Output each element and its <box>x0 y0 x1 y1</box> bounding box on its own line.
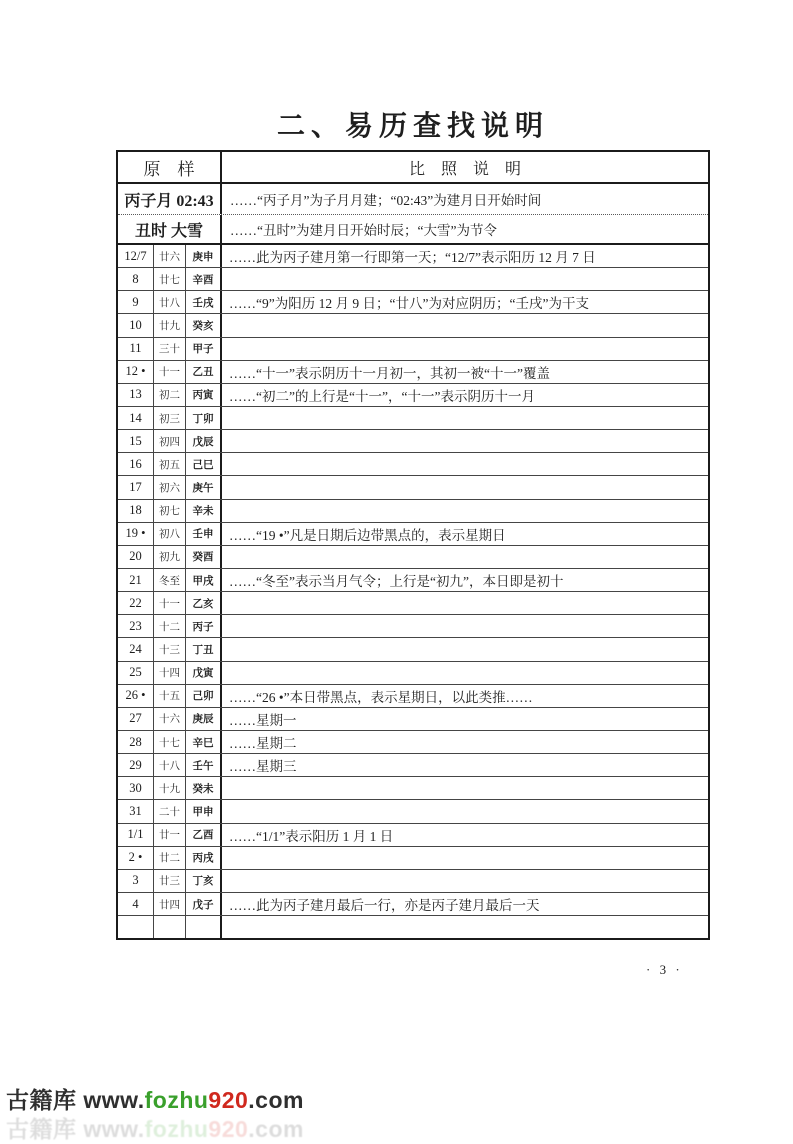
note-cell: ……“9”为阳历 12 月 9 日；“廿八”为对应阴历；“壬戌”为干支 <box>229 296 589 312</box>
header-comparison-notes: 比 照 说 明 <box>408 160 521 178</box>
lunar-date-cell: 三十 <box>154 338 186 360</box>
note-cell <box>222 662 708 684</box>
note-cell: ……“丙子月”为子月月建；“02:43”为建月日开始时间 <box>230 193 542 208</box>
note-cell: ……“冬至”表示当月气令；上行是“初九”，本日即是初十 <box>229 574 564 590</box>
lunar-date-cell: 初四 <box>154 430 186 452</box>
table-row <box>118 708 708 731</box>
solar-date-cell: 15 <box>118 430 154 452</box>
solar-date-cell: 10 <box>118 314 154 336</box>
solar-date-cell: 11 <box>118 338 154 360</box>
note-cell <box>222 847 708 869</box>
intro-rows <box>118 184 708 245</box>
lunar-date-cell: 十七 <box>154 731 186 753</box>
table-row <box>118 314 708 337</box>
lunar-date-cell: 初六 <box>154 476 186 498</box>
table-row <box>118 592 708 615</box>
watermark-url-www: www. <box>76 1087 145 1113</box>
ganzhi-cell: 庚辰 <box>186 708 222 730</box>
table-row <box>118 847 708 870</box>
lunar-date-cell: 十三 <box>154 638 186 660</box>
solar-date-cell: 16 <box>118 453 154 475</box>
lunar-date-cell: 十二 <box>154 615 186 637</box>
ganzhi-cell: 辛酉 <box>186 268 222 290</box>
ganzhi-cell: 戊子 <box>186 893 222 915</box>
solar-date-cell: 14 <box>118 407 154 429</box>
solar-date-cell <box>118 916 154 938</box>
ganzhi-cell: 壬午 <box>186 754 222 776</box>
note-cell <box>222 546 708 568</box>
table-row <box>118 338 708 361</box>
watermark-url-920: 920 <box>208 1116 249 1142</box>
ganzhi-cell: 辛未 <box>186 500 222 522</box>
table-row <box>118 245 708 268</box>
lunar-date-cell: 初五 <box>154 453 186 475</box>
ganzhi-cell: 壬戌 <box>186 291 222 313</box>
solar-date-cell: 28 <box>118 731 154 753</box>
note-cell <box>222 870 708 892</box>
solar-date-cell: 26 • <box>118 685 154 707</box>
note-cell <box>222 314 708 336</box>
table-row <box>118 731 708 754</box>
ganzhi-cell <box>186 916 222 938</box>
solar-date-cell: 30 <box>118 777 154 799</box>
table-row <box>118 916 708 938</box>
table-row <box>118 407 708 430</box>
solar-date-cell: 20 <box>118 546 154 568</box>
note-cell: ……“19 •”凡是日期后边带黑点的，表示星期日 <box>229 527 506 543</box>
note-cell: ……“初二”的上行是“十一”，“十一”表示阴历十一月 <box>229 388 535 404</box>
watermark-url-com: .com <box>248 1087 304 1113</box>
solar-date-cell: 21 <box>118 569 154 591</box>
watermark-site-name: 古籍库 <box>6 1116 77 1142</box>
solar-date-cell: 17 <box>118 476 154 498</box>
table-row <box>118 523 708 546</box>
table-row <box>118 800 708 823</box>
lunar-date-cell: 十一 <box>154 592 186 614</box>
solar-date-cell: 8 <box>118 268 154 290</box>
ganzhi-cell: 甲申 <box>186 800 222 822</box>
watermark-url-com: .com <box>248 1116 304 1142</box>
lunar-date-cell: 初三 <box>154 407 186 429</box>
lunar-date-cell: 初七 <box>154 500 186 522</box>
watermark-url-fozhu: fozhu <box>144 1116 209 1142</box>
solar-date-cell: 2 • <box>118 847 154 869</box>
table-row <box>118 824 708 847</box>
lunar-date-cell: 十四 <box>154 662 186 684</box>
table-row <box>118 777 708 800</box>
watermark-ghost <box>6 1111 304 1144</box>
ganzhi-cell: 壬申 <box>186 523 222 545</box>
ganzhi-cell: 癸未 <box>186 777 222 799</box>
solar-date-cell: 19 • <box>118 523 154 545</box>
lunar-date-cell: 十六 <box>154 708 186 730</box>
intro-row <box>118 184 708 215</box>
ganzhi-cell: 癸亥 <box>186 314 222 336</box>
page-title: 二、易历查找说明 <box>276 111 549 142</box>
note-cell <box>222 638 708 660</box>
ganzhi-cell: 己巳 <box>186 453 222 475</box>
lunar-date-cell: 二十 <box>154 800 186 822</box>
solar-date-cell: 18 <box>118 500 154 522</box>
lunar-date-cell: 十一 <box>154 361 186 383</box>
note-cell <box>222 615 708 637</box>
lunar-date-cell: 十五 <box>154 685 186 707</box>
ganzhi-cell: 甲戌 <box>186 569 222 591</box>
lunar-date-cell: 廿八 <box>154 291 186 313</box>
note-cell: ……星期三 <box>229 759 297 775</box>
table-row <box>118 453 708 476</box>
table-row <box>118 291 708 314</box>
ganzhi-cell: 丙子 <box>186 615 222 637</box>
watermark-site-name: 古籍库 <box>6 1087 77 1113</box>
solar-date-cell: 1/1 <box>118 824 154 846</box>
ganzhi-cell: 己卯 <box>186 685 222 707</box>
lookup-table <box>116 150 710 940</box>
note-cell <box>222 592 708 614</box>
solar-date-cell: 13 <box>118 384 154 406</box>
solar-date-cell: 3 <box>118 870 154 892</box>
ganzhi-cell: 戊寅 <box>186 662 222 684</box>
solar-date-cell: 24 <box>118 638 154 660</box>
note-cell <box>222 268 708 290</box>
day-rows <box>118 245 708 938</box>
table-row <box>118 500 708 523</box>
table-row <box>118 430 708 453</box>
solar-date-cell: 9 <box>118 291 154 313</box>
solar-date-cell: 25 <box>118 662 154 684</box>
sample-cell: 丙子月 02:43 <box>118 184 222 214</box>
lunar-date-cell: 初二 <box>154 384 186 406</box>
table-row <box>118 476 708 499</box>
solar-date-cell: 12 • <box>118 361 154 383</box>
table-row <box>118 546 708 569</box>
note-cell <box>222 916 708 938</box>
lunar-date-cell: 初八 <box>154 523 186 545</box>
table-row <box>118 662 708 685</box>
note-cell: ……星期一 <box>229 712 297 728</box>
note-cell: ……“十一”表示阴历十一月初一，其初一被“十一”覆盖 <box>229 365 550 381</box>
note-cell: ……“丑时”为建月日开始时辰；“大雪”为节令 <box>230 223 497 238</box>
note-cell <box>222 777 708 799</box>
table-row <box>118 384 708 407</box>
note-cell <box>222 800 708 822</box>
lunar-date-cell: 廿三 <box>154 870 186 892</box>
lunar-date-cell: 十八 <box>154 754 186 776</box>
note-cell <box>222 453 708 475</box>
lunar-date-cell: 初九 <box>154 546 186 568</box>
note-cell: ……“1/1”表示阳历 1 月 1 日 <box>229 828 394 844</box>
ganzhi-cell: 丁丑 <box>186 638 222 660</box>
header-original-sample: 原 样 <box>118 152 222 182</box>
table-row <box>118 870 708 893</box>
note-cell: ……此为丙子建月最后一行，亦是丙子建月最后一天 <box>229 898 540 913</box>
intro-row <box>118 215 708 245</box>
ganzhi-cell: 乙亥 <box>186 592 222 614</box>
table-row <box>118 615 708 638</box>
ganzhi-cell: 乙丑 <box>186 361 222 383</box>
table-row <box>118 569 708 592</box>
table-row <box>118 893 708 916</box>
note-cell <box>222 338 708 360</box>
lunar-date-cell: 廿六 <box>154 245 186 267</box>
watermark-url-fozhu: fozhu <box>144 1087 209 1113</box>
lunar-date-cell: 廿二 <box>154 847 186 869</box>
ganzhi-cell: 甲子 <box>186 338 222 360</box>
table-row <box>118 361 708 384</box>
note-cell <box>222 430 708 452</box>
lunar-date-cell: 廿七 <box>154 268 186 290</box>
lunar-date-cell: 廿九 <box>154 314 186 336</box>
note-cell: ……“26 •”本日带黑点，表示星期日，以此类推…… <box>229 689 533 705</box>
lunar-date-cell: 十九 <box>154 777 186 799</box>
ganzhi-cell: 辛巳 <box>186 731 222 753</box>
solar-date-cell: 31 <box>118 800 154 822</box>
ganzhi-cell: 癸酉 <box>186 546 222 568</box>
note-cell: ……此为丙子建月第一行即第一天；“12/7”表示阳历 12 月 7 日 <box>229 250 596 266</box>
solar-date-cell: 4 <box>118 893 154 915</box>
watermark-url-920: 920 <box>208 1087 249 1113</box>
table-row <box>118 638 708 661</box>
lunar-date-cell <box>154 916 186 938</box>
note-cell <box>222 407 708 429</box>
note-cell <box>222 500 708 522</box>
sample-cell: 丑时 大雪 <box>118 215 222 243</box>
table-header-row <box>118 152 708 184</box>
ganzhi-cell: 庚申 <box>186 245 222 267</box>
watermark-url-www: www. <box>76 1116 145 1142</box>
lunar-date-cell: 冬至 <box>154 569 186 591</box>
ganzhi-cell: 丁亥 <box>186 870 222 892</box>
solar-date-cell: 29 <box>118 754 154 776</box>
note-cell <box>222 476 708 498</box>
table-row <box>118 754 708 777</box>
ganzhi-cell: 戊辰 <box>186 430 222 452</box>
solar-date-cell: 27 <box>118 708 154 730</box>
ganzhi-cell: 庚午 <box>186 476 222 498</box>
table-row <box>118 268 708 291</box>
ganzhi-cell: 丙寅 <box>186 384 222 406</box>
lunar-date-cell: 廿四 <box>154 893 186 915</box>
note-cell: ……星期二 <box>229 736 297 752</box>
lunar-date-cell: 廿一 <box>154 824 186 846</box>
page-number: · 3 · <box>646 962 683 977</box>
ganzhi-cell: 丁卯 <box>186 407 222 429</box>
solar-date-cell: 23 <box>118 615 154 637</box>
ganzhi-cell: 丙戌 <box>186 847 222 869</box>
solar-date-cell: 22 <box>118 592 154 614</box>
table-row <box>118 685 708 708</box>
ganzhi-cell: 乙酉 <box>186 824 222 846</box>
solar-date-cell: 12/7 <box>118 245 154 267</box>
